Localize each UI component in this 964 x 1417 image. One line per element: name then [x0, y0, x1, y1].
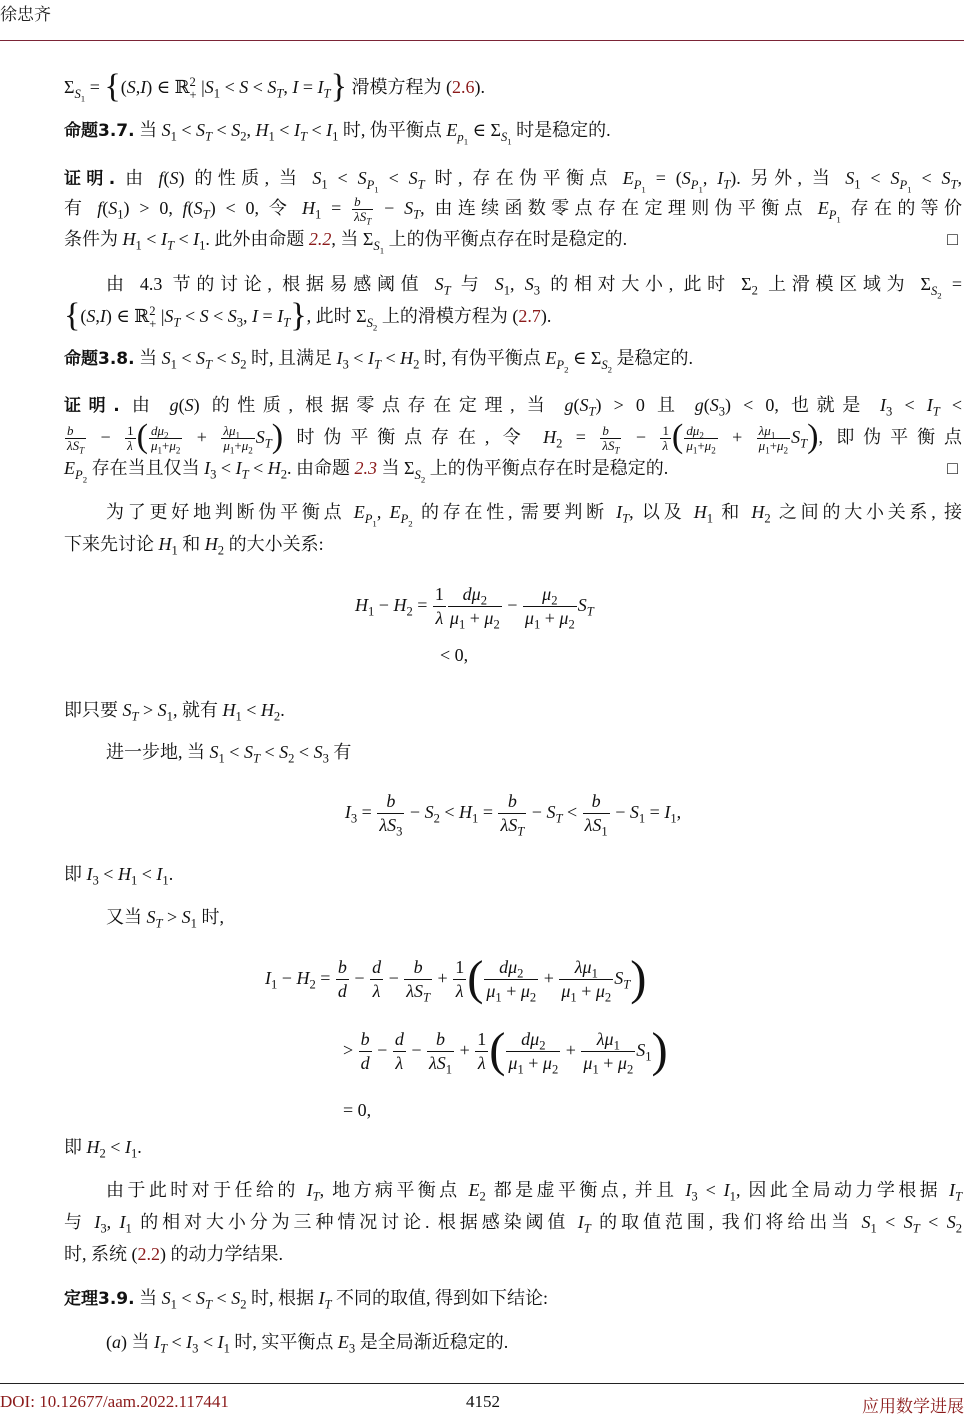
header-rule: [0, 40, 964, 41]
running-header-author: 徐忠齐: [0, 5, 51, 24]
proposition-text: 当 $S_1 < S_T < S_2$, $H_1 < I_T < I_1$ 时, 伪平衡点 $E_{p_1}$ ∈ $\Sigma_{S_1}$ 时是稳定的.: [139, 120, 611, 147]
equation-i3-chain: $I_3$ = $\frac{b}{\lambda S_3}$ − $S_2 < H_1$ = b $\lambda S_T$ − $S_T$ < $\frac{b}{\lambda S_1}$ − $S_1 = I_1$,: [344, 790, 682, 839]
proof-2-line: [64, 453, 962, 483]
proof-text: $E_{P_2}$ 存在当且仅当 $I_3 < I_T < H_2$. 由命题 2.3 当 $\Sigma_{S_2}$ 上的伪平衡点存在时是稳定的.: [64, 458, 669, 485]
paragraph-line: 即 $H_2 < I_1$.: [64, 1137, 142, 1161]
proof-label: 证明.: [64, 169, 116, 189]
proposition-text: 当 $S_1 < S_T < S_2$ 时, 且满足 $I_3 < I_T < H_2$ 时, 有伪平衡点 $E_{P_2}$ ∈ $\Sigma_{S_2}$ 是稳定的.: [139, 348, 694, 375]
proof-1-line: [64, 163, 962, 193]
footer-rule: [0, 1383, 964, 1384]
theorem-text: 当 $S_1 < S_T < S_2$ 时, 根据 $I_T$ 不同的取值, 得到如下结论:: [139, 1288, 549, 1312]
paragraph-line: 即 $I_3 < H_1 < I_1$.: [64, 864, 174, 888]
footer-doi-link[interactable]: DOI: 10.12677/aam.2022.117441: [0, 1392, 229, 1411]
paragraph-line: 由于此时对于任给的 $I_T$, 地方病平衡点 $E_2$ 都是虚平衡点, 并且 $I_3 < I_1$, 因此全局动力学根据 $I_T$: [106, 1180, 963, 1204]
paragraph-line: 下来先讨论 $H_1$ 和 $H_2$ 的大小关系:: [64, 534, 324, 558]
proposition-3-8: [64, 343, 962, 373]
equation-h1-minus-h2-result: < 0,: [440, 645, 469, 665]
footer-page-number: 4152: [466, 1392, 500, 1411]
equation-i1-minus-h2-step: > $\frac{b}{d}$ − $\frac{d}{\lambda}$ − $\frac{b}{\lambda S_1}$ + $\frac{1}{\lambda}$ ( $\frac{d\mu_2}{\mu_1 + \mu_2}$ + $\frac{\lambda\mu_1}{\mu_1 + \mu_2}$ $S_1$): [343, 1022, 668, 1077]
equation-i1-minus-h2-result: = 0,: [343, 1100, 372, 1120]
proof-2-line: b $\lambda S_T$ − $\frac{1}{\lambda}$ ( $\frac{d\mu_2}{\mu_1+\mu_2}$ + $\frac{\lambda\mu_1}{\mu_1+\mu_2}$ $S_T$) 时伪平衡点存在, 令 $H_2$ = b $\lambda S_T$ − $\frac{1}{\lambda}$ ( $\frac{d\mu_2}{\mu_1+\mu_2}$ + $\frac{\lambda\mu_1}{\mu_1+\mu_2}$ $S_T$), 即伪平衡点: [67, 417, 962, 456]
proof-text: 由 g(S) 的性质, 根据零点存在定理, 当 $g(S_T) > 0$ 且 $g(S_3) < 0$, 也就是 $I_3 < I_T$ <: [131, 395, 963, 419]
proposition-label: 命题3.8.: [64, 349, 135, 369]
proof-1-line: [64, 224, 962, 254]
proof-text: 由 f(S) 的性质, 当 $S_1 < S_{P_1} < S_T$ 时, 存在伪平衡点 $E_{P_1} = (S_{P_1}$, $I_T$). 另外, 当 $S_1 < S_{P_1} < S_T$,: [125, 168, 963, 195]
equation-i1-minus-h2: $I_1 - H_2$ = $\frac{b}{d}$ − $\frac{d}{\lambda}$ − b $\lambda S_T$ + $\frac{1}{\lambda}$ ( $\frac{d\mu_2}{\mu_1 + \mu_2}$ + $\frac{\lambda\mu_1}{\mu_1 + \mu_2}$ $S_T$): [265, 950, 647, 1005]
paragraph-line: 由 4.3 节的讨论, 根据易感阈值 $S_T$ 与 $S_1$, $S_3$ 的相对大小, 此时 $\Sigma_2$ 上滑模区域为 $\Sigma_{S_2}$ =: [106, 274, 963, 301]
proof-2-line: [64, 390, 962, 420]
theorem-label: 定理3.9.: [64, 1289, 135, 1309]
paragraph-line: 进一步地, 当 $S_1 < S_T < S_2 < S_3$ 有: [106, 742, 352, 766]
paragraph-line: {(S,I) ∈ ℝ 2 + $|S_T < S < S_3$, $I = I_T$}, 此时 $\Sigma_{S_2}$ 上的滑模方程为 (2.7).: [64, 296, 552, 334]
paragraph-line: 与 $I_3$, $I_1$ 的相对大小分为三种情况讨论. 根据感染阈值 $I_T$ 的取值范围, 我们将给出当 $S_1 < S_T < S_2$: [64, 1212, 962, 1236]
proposition-3-7: [64, 115, 962, 145]
sliding-region-line: $\Sigma_{S_1} = \{(S,I)$ ∈ ℝ 2 + $|S_1 < S < S_T$, $I = I_T$} 滑模方程为 (2.6).: [64, 67, 485, 105]
theorem-item-a: (a) 当 $I_T < I_3 < I_1$ 时, 实平衡点 $E_3$ 是全局渐近稳定的.: [106, 1332, 509, 1356]
qed-symbol: □: [947, 229, 958, 249]
proposition-label: 命题3.7.: [64, 121, 135, 141]
qed-symbol: □: [947, 458, 958, 478]
proof-1-line: 有 $f(S_1) > 0$, $f(S_T) < 0$, 令 $H_1$ = b $\lambda S_T$ − $S_T$, 由连续函数零点存在定理则伪平衡点 $E_{P_1}$ 存在的等价: [64, 194, 963, 227]
proof-text: 条件为 $H_1 < I_T < I_1$. 此外由命题 2.2, 当 $\Sigma_{S_1}$ 上的伪平衡点存在时是稳定的.: [64, 229, 628, 256]
footer-journal-name: 应用数学进展: [862, 1397, 964, 1416]
paragraph-line: 为了更好地判断伪平衡点 $E_{P_1}$, $E_{P_2}$ 的存在性, 需要判断 $I_T$, 以及 $H_1$ 和 $H_2$ 之间的大小关系, 接: [106, 502, 963, 529]
proof-label: 证明.: [64, 396, 120, 416]
equation-h1-minus-h2: $H_1 - H_2$ = $\frac{1}{\lambda}$ $\frac{d\mu_2}{\mu_1 + \mu_2}$ − $\frac{\mu_2}{\mu_1 + \mu_2}$ $S_T$: [355, 583, 594, 632]
theorem-3-9: [64, 1283, 962, 1313]
paragraph-line: 即只要 $S_T > S_1$, 就有 $H_1 < H_2$.: [64, 700, 285, 724]
paragraph-line: 又当 $S_T > S_1$ 时,: [106, 907, 224, 931]
paragraph-line: 时, 系统 (2.2) 的动力学结果.: [64, 1244, 283, 1264]
